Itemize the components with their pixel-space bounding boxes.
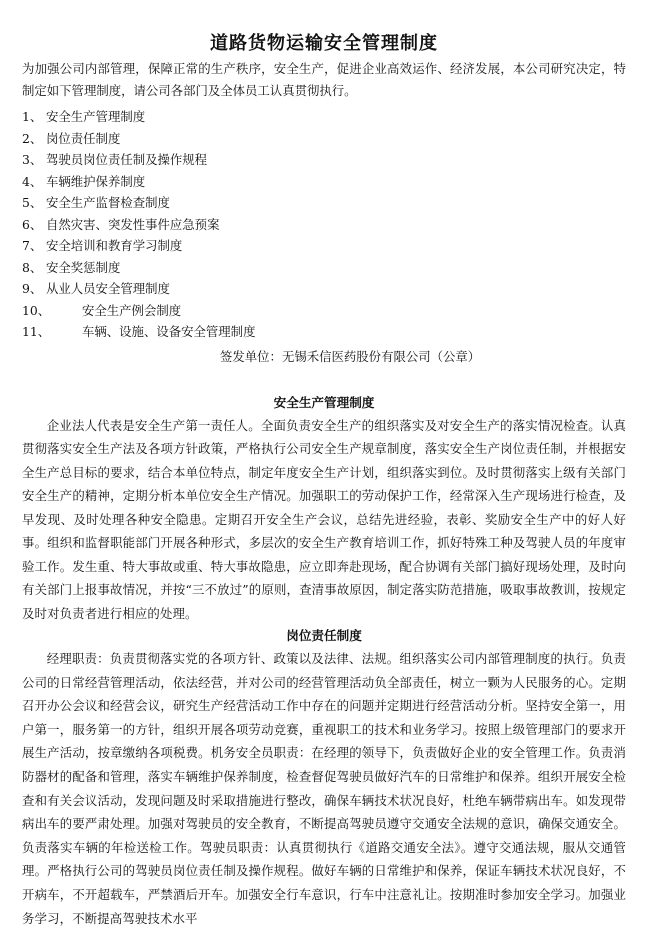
list-item bbox=[22, 149, 626, 171]
list-item bbox=[22, 321, 626, 343]
list-item-number: 10、 bbox=[22, 302, 51, 318]
list-item bbox=[22, 214, 626, 236]
list-item-text: 自然灾害、突发性事件应急预案 bbox=[46, 216, 220, 232]
section-body-safety: 企业法人代表是安全生产第一责任人。全面负责安全生产的组织落实及对安全生产的落实情况检查。认真贯彻落实安全生产法及各项方针政策，严格执行公司安全生产规章制度，落实安全生产岗位责任制，并根据安全生产总目标的要求，结合本单位特点，制定年度安全生产计划，组织落实到位。及时贯彻落实上级有关部门安全生产的精神，定期分析本单位安全生产情况。加强职工的劳动保护工作，经常深入生产现场进行检查，及早发现、及时处理各种安全隐患。定期召开安全生产会议，总结先进经验，表彰、奖励安全生产中的好人好事。组织和监督职能部门开展各种形式，多层次的安全生产教育培训工作，抓好特殊工种及驾驶人员的年度审验工作。发生重、特大事故或重、特大事故隐患，应立即奔赴现场，配合协调有关部门搞好现场处理，及时向有关部门上报事故情况，并按“三不放过”的原则，查清事故原因，制定落实防范措施，吸取事故教训，按规定及时对负责者进行相应的处理。 bbox=[22, 417, 626, 621]
list-item-number: 3、 bbox=[22, 152, 43, 167]
list-item-number: 5、 bbox=[22, 195, 43, 210]
list-item bbox=[22, 235, 626, 257]
list-item-text: 岗位责任制度 bbox=[46, 130, 121, 146]
section-title-responsibility: 岗位责任制度 bbox=[286, 628, 362, 643]
regulation-list bbox=[22, 106, 626, 343]
section-title-safety: 安全生产管理制度 bbox=[273, 394, 375, 410]
list-item bbox=[22, 128, 626, 150]
list-item-text: 车辆、设施、设备安全管理制度 bbox=[82, 324, 256, 339]
list-item-number: 1、 bbox=[22, 109, 43, 124]
list-item-text: 安全生产例会制度 bbox=[82, 302, 182, 318]
list-item-text: 驾驶员岗位责任制及操作规程 bbox=[46, 152, 208, 167]
list-item-text: 安全奖惩制度 bbox=[46, 259, 121, 275]
list-item-number: 4、 bbox=[22, 173, 43, 189]
list-item-text: 从业人员安全管理制度 bbox=[46, 281, 170, 296]
list-item-number: 7、 bbox=[22, 238, 43, 253]
list-item bbox=[22, 257, 626, 279]
list-item-number: 6、 bbox=[22, 216, 43, 232]
list-item-text: 车辆维护保养制度 bbox=[46, 173, 146, 189]
document-title: 道路货物运输安全管理制度 bbox=[210, 33, 438, 54]
list-item-number: 11、 bbox=[22, 324, 51, 339]
list-item bbox=[22, 106, 626, 128]
list-item bbox=[22, 192, 626, 214]
list-item-number: 9、 bbox=[22, 281, 43, 296]
list-item-text: 安全培训和教育学习制度 bbox=[46, 238, 183, 253]
list-item bbox=[22, 300, 626, 322]
list-item-text: 安全生产监督检查制度 bbox=[46, 195, 170, 210]
list-item-text: 安全生产管理制度 bbox=[46, 109, 146, 124]
list-item bbox=[22, 171, 626, 193]
list-item-number: 8、 bbox=[22, 259, 43, 275]
document-page bbox=[0, 30, 650, 950]
list-item bbox=[22, 278, 626, 300]
issuer-line: 签发单位：无锡禾信医药股份有限公司（公章） bbox=[220, 348, 481, 364]
section-body-responsibility: 经理职责：负责贯彻落实党的各项方针、政策以及法律、法规。组织落实公司内部管理制度的执行。负责公司的日常经营管理活动，依法经营，并对公司的经营管理活动负全部责任，树立一颗为人民服务的心。定期召开办公会议和经营会议，研究生产经营活动工作中存在的问题并定期进行经营活动分析。坚持安全第一，用户第一，服务第一的方针，组织开展各项劳动竞赛，重视职工的技术和业务学习。按照上级管理部门的要求开展生产活动，按章缴纳各项税费。机务安全员职责：在经理的领导下，负责做好企业的安全管理工作。负责消防器材的配备和管理，落实车辆维护保养制度，检查督促驾驶员做好汽车的日常维护和保养。组织开展安全检查和有关会议活动，发现问题及时采取措施进行整改，确保车辆技术状况良好，杜绝车辆带病出车。如发现带病出车的要严肃处理。加强对驾驶员的安全教育，不断提高驾驶员遵守交通安全法规的意识，确保交通安全。负责落实车辆的年检送检工作。驾驶员职责：认真贯彻执行《道路交通安全法》。遵守交通法规，服从交通管理。严格执行公司的驾驶员岗位责任制及操作规程。做好车辆的日常维护和保养，保证车辆技术状况良好，不开病车，不开超载车，严禁酒后开车。加强安全行车意识，行车中注意礼让。按期准时参加安全学习。加强业务学习，不断提高驾驶技术水平 bbox=[22, 651, 626, 926]
list-item-number: 2、 bbox=[22, 130, 43, 146]
intro-paragraph: 为加强公司内部管理，保障正常的生产秩序，安全生产，促进企业高效运作、经济发展，本公司研究决定，特制定如下管理制度，请公司各部门及全体员工认真贯彻执行。 bbox=[22, 61, 626, 98]
